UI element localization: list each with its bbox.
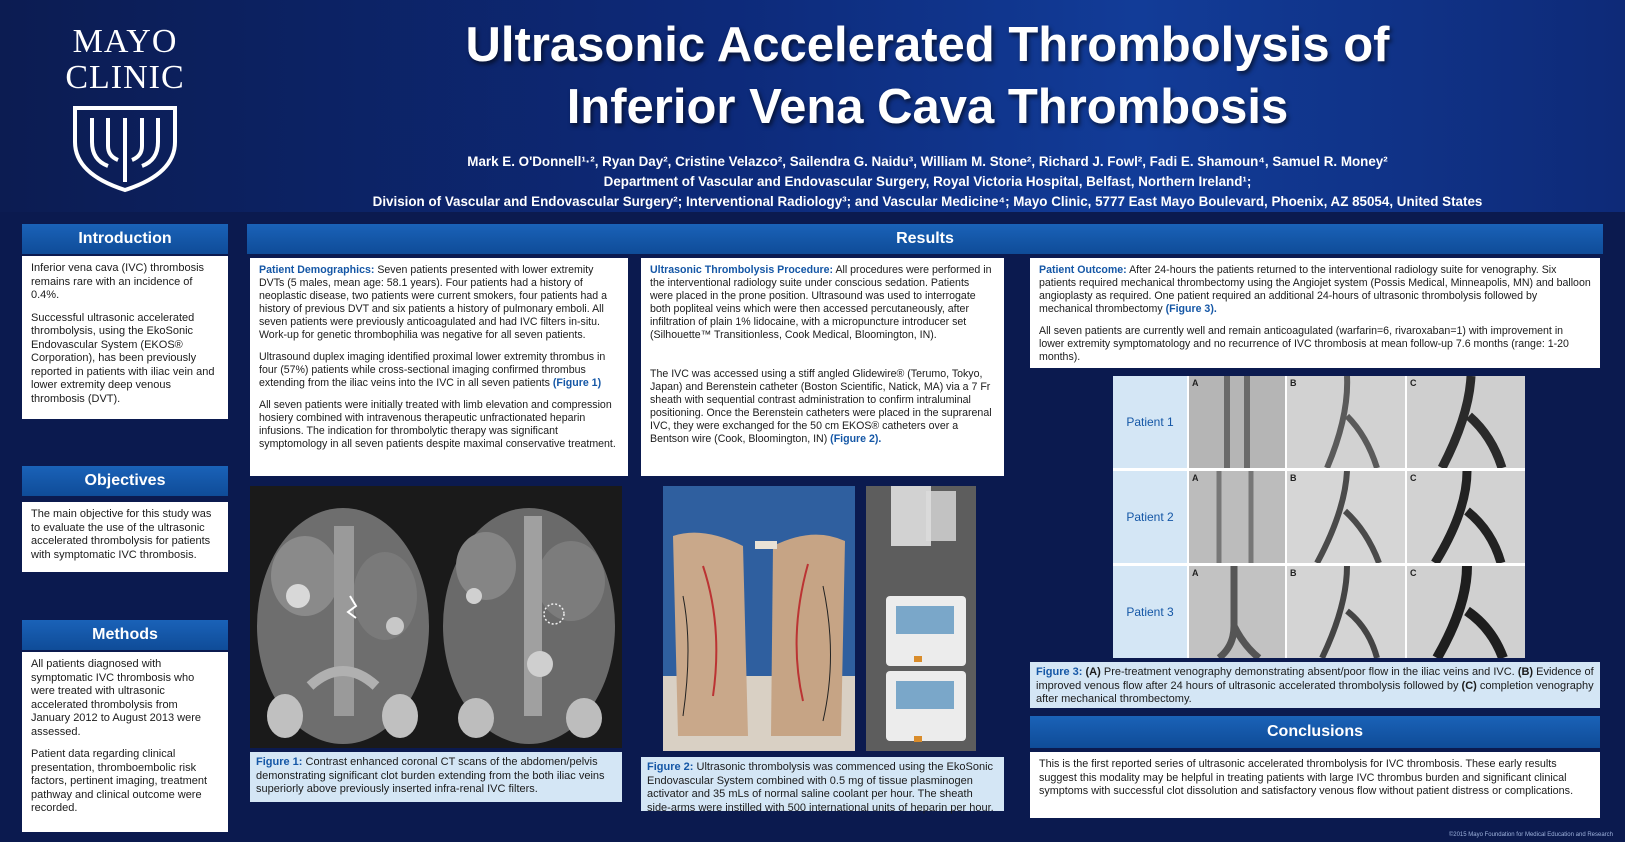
logo-line-1: MAYO (72, 23, 178, 60)
figure-3-t1: Pre-treatment venography demonstrating absent/poor flow in the iliac veins and IVC. (1100, 666, 1518, 678)
mayo-shield-icon (70, 102, 180, 194)
panel-letter: B (1290, 473, 1297, 483)
figure-3-a: (A) (1085, 666, 1101, 678)
panel-letter: C (1410, 568, 1417, 578)
ct-scan-image-left (250, 486, 436, 748)
results-heading: Results (247, 224, 1603, 254)
venogram-p3-c (1407, 566, 1525, 658)
venogram-p2-c (1407, 471, 1525, 563)
methods-body (22, 652, 228, 832)
title-line-1: Ultrasonic Accelerated Thrombolysis of (465, 18, 1390, 72)
figure-3-label: Figure 3: (1036, 666, 1083, 678)
demographics-box (250, 258, 628, 476)
venogram-p1-c (1407, 376, 1525, 468)
conclusions-p1: This is the first reported series of ultrasonic accelerated thrombolysis for IVC thrombosis. These early results suggest this modality may be helpful in treating patients with large IVC thrombus burden and significant clinical symptoms with successful clot dissolution and satisfactory venous flow without patient distress or complications. (1039, 758, 1574, 797)
affiliation-2: Division of Vascular and Endovascular Surgery²; Interventional Radiology³; and Vascular Medicine⁴; Mayo Clinic, 5777 East Mayo Boulevard, Phoenix, AZ 85054, United States (372, 194, 1483, 209)
objectives-body (22, 502, 228, 572)
ct-scan-image-right (436, 486, 622, 748)
methods-p1: All patients diagnosed with symptomatic IVC thrombosis who were treated with ultrasonic accelerated thrombolysis from January 2012 to August 2013 were assessed. (31, 658, 202, 738)
demographics-p1: Seven patients presented with lower extremity DVTs (5 males, mean age: 58.1 years). Four patients had a history of neoplastic disease, two patients were current smokers, four patients had a history of previous DVT and six patients a history of pulmonary emboli. All seven patients were previously anticoagulated and had IVC filters in-situ. Work-up for genetic thrombophilia was negative for all seven patients. (259, 264, 608, 341)
panel-letter: A (1192, 568, 1199, 578)
patient-2-label: Patient 2 (1113, 471, 1187, 563)
objectives-heading: Objectives (22, 466, 228, 496)
conclusions-heading: Conclusions (1030, 716, 1600, 748)
demographics-p3: All seven patients were initially treated with limb elevation and compression hosiery combined with intravenous therapeutic unfractionated heparin infusions. The indication for thrombolytic therapy was significant symptomology in all seven patients despite maximal conservative treatment. (259, 399, 616, 450)
figure-3-b: (B) (1517, 666, 1534, 678)
procedure-p1: All procedures were performed in the interventional radiology suite under conscious sedation. Patients were placed in the prone position. Ultrasound was used to interrogate both popliteal veins which were then accessed percutaneously, after infiltration of plain 1% lidocaine, with a micropuncture introducer set (Silhouette™ Transitionless, Cook Medical, Bloomington, IN). (650, 264, 992, 341)
figure-2-label: Figure 2: (647, 761, 694, 773)
authors-block (230, 152, 1625, 212)
figure-2-caption (641, 757, 1004, 814)
author-list: Mark E. O'Donnell¹·², Ryan Day², Cristine Velazco², Sailendra G. Naidu³, William M. Stone², Richard J. Fowl², Fadi E. Shamoun⁴, Samuel R. Money² (467, 154, 1388, 169)
poster-title (230, 14, 1625, 138)
outcome-label: Patient Outcome: (1039, 264, 1127, 276)
panel-letter: A (1192, 473, 1199, 483)
introduction-p2: Successful ultrasonic accelerated thrombolysis, using the EkoSonic Endovascular System (EKOS® Corporation), has been previously reported in patients with iliac vein and lower extremity deep venous thrombosis (DVT). (31, 311, 215, 405)
procedure-box (641, 258, 1004, 476)
methods-heading: Methods (22, 620, 228, 650)
figure-3-c: (C) (1461, 679, 1477, 692)
venogram-p3-b (1287, 566, 1405, 658)
venography-grid (1113, 376, 1525, 658)
panel-letter: A (1192, 378, 1199, 388)
patient-1-label: Patient 1 (1113, 376, 1187, 468)
panel-letter: B (1290, 378, 1297, 388)
procedure-p2: The IVC was accessed using a stiff angled Glidewire® (Terumo, Tokyo, Japan) and Berenstein catheter (Boston Scientific, Natick, MA) via a 7 Fr sheath with sequential contrast administration to confirm intraluminal positioning. Once the Berenstein catheters were placed in the suprarenal IVC, they were exchanged for the 50 cm EKOS® catheters over a Bentson wire (Cook, Bloomington, IN) (650, 368, 992, 445)
panel-letter: C (1410, 378, 1417, 388)
outcome-p1: After 24-hours the patients returned to the interventional radiology suite for venography. Six patients required mechanical thrombectomy using the Angiojet system (Possis Medical, Minneapolis, MN) and balloon angioplasty as required. One patient required an additional 24-hours of ultrasonic thrombolysis followed by mechanical thrombectomy (1039, 264, 1591, 315)
patient-3-label: Patient 3 (1113, 566, 1187, 658)
figure-3-ref: (Figure 3). (1165, 303, 1217, 315)
venogram-p3-a (1189, 566, 1285, 658)
figure-3-t3: completion venography after mechanical thrombectomy. (1036, 679, 1594, 705)
demographics-p2: Ultrasound duplex imaging identified proximal lower extremity thrombus in four (57%) patients while cross-sectional imaging confirmed thrombus extending from the iliac veins into the IVC in all seven patients (259, 351, 606, 389)
venogram-p2-b (1287, 471, 1405, 563)
title-line-2: Inferior Vena Cava Thrombosis (566, 80, 1289, 134)
venogram-p2-a (1189, 471, 1285, 563)
figure-2-ref: (Figure 2). (830, 433, 882, 445)
mayo-clinic-logo (40, 24, 210, 96)
figure-1-ref: (Figure 1) (552, 377, 602, 389)
affiliation-1: Department of Vascular and Endovascular Surgery, Royal Victoria Hospital, Belfast, Northern Ireland¹; (603, 174, 1252, 189)
figure-3-caption (1030, 662, 1600, 708)
figure-2-text: Ultrasonic thrombolysis was commenced using the EkoSonic Endovascular System combined with 0.5 mg of tissue plasminogen activator and 35 mLs of normal saline coolant per hour. The sheath side-arms were instilled with 500 international units of heparin per hour. (647, 761, 994, 814)
introduction-body (22, 256, 228, 419)
panel-letter: C (1410, 473, 1417, 483)
procedure-photo-legs (663, 486, 855, 751)
venogram-p1-b (1287, 376, 1405, 468)
outcome-p2: All seven patients are currently well and remain anticoagulated (warfarin=6, rivaroxaban=1) with improvement in lower extremity symptomatology and no recurrence of IVC thrombosis at mean follow-up 7.6 months (range: 1-20 months). (1039, 325, 1569, 363)
introduction-heading: Introduction (22, 224, 228, 254)
outcome-box (1030, 258, 1600, 368)
panel-letter: B (1290, 568, 1297, 578)
objectives-p1: The main objective for this study was to evaluate the use of the ultrasonic accelerated thrombolysis for patients with symptomatic IVC thrombosis. (31, 508, 212, 561)
conclusions-body (1030, 752, 1600, 818)
figure-1-caption (250, 752, 622, 802)
figure-1-label: Figure 1: (256, 756, 303, 768)
copyright-footer: ©2015 Mayo Foundation for Medical Education and Research (1448, 832, 1613, 838)
figure-1-text: Contrast enhanced coronal CT scans of the abdomen/pelvis demonstrating significant clot burden extending from the both iliac veins superiorly above previously inserted infra-renal IVC filters. (256, 756, 605, 795)
logo-line-2: CLINIC (65, 59, 185, 96)
procedure-photo-pumps (866, 486, 976, 751)
figure-3-t2: Evidence of improved venous flow after 24 hours of ultrasonic accelerated thrombolysis followed by (1036, 666, 1594, 692)
venogram-p1-a (1189, 376, 1285, 468)
introduction-p1: Inferior vena cava (IVC) thrombosis remains rare with an incidence of 0.4%. (31, 262, 205, 301)
procedure-label: Ultrasonic Thrombolysis Procedure: (650, 264, 834, 276)
methods-p2: Patient data regarding clinical presentation, thromboembolic risk factors, pertinent imaging, treatment pathway and clinical outcome were recorded. (31, 748, 208, 814)
demographics-label: Patient Demographics: (259, 264, 375, 276)
